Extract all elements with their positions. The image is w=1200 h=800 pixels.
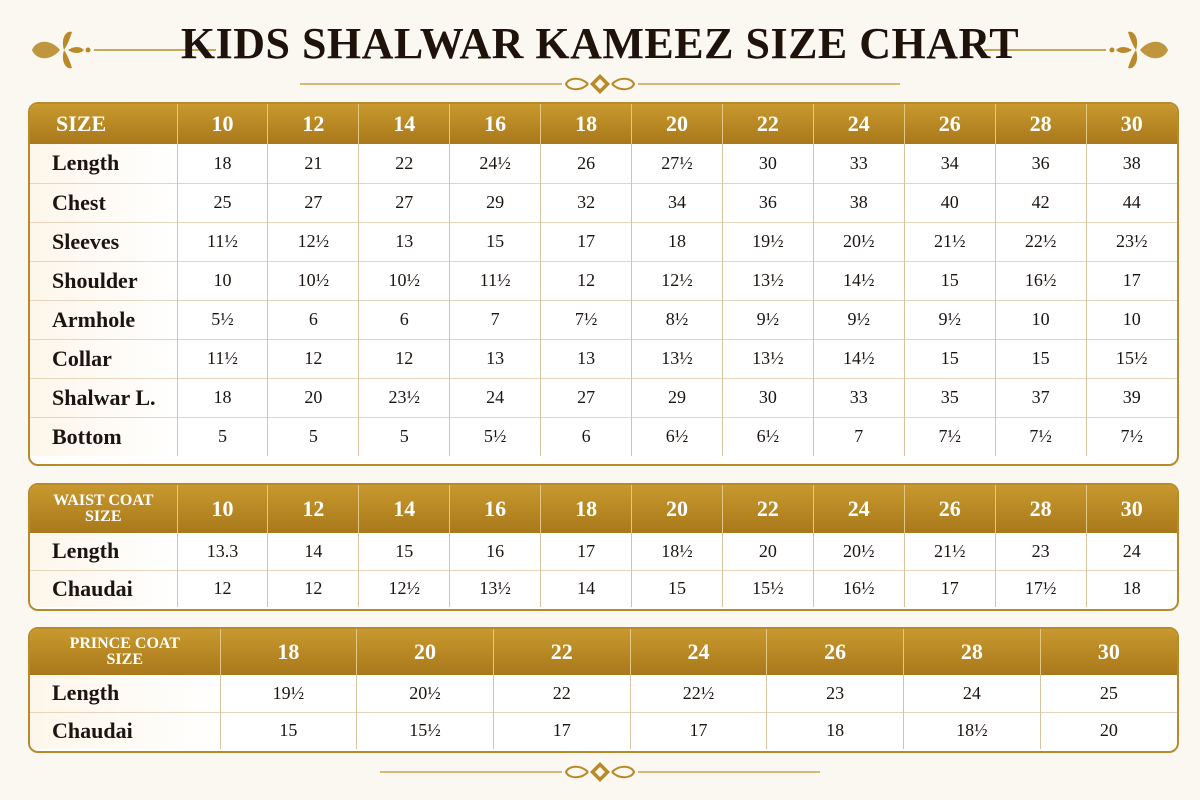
kameez-cell: 13½ (632, 339, 723, 378)
waist-coat-size-col: 14 (359, 485, 450, 533)
title-underline-ornament-icon (300, 72, 900, 96)
kameez-cell: 34 (904, 144, 995, 183)
waist-coat-size-col: 30 (1086, 485, 1177, 533)
waist-coat-cell: 17½ (995, 570, 1086, 607)
kameez-cell: 20 (268, 378, 359, 417)
prince-coat-size-table (28, 627, 1179, 753)
waist-coat-row-label: Chaudai (30, 570, 177, 607)
kameez-cell: 27 (541, 378, 632, 417)
kameez-cell: 15 (995, 339, 1086, 378)
kameez-cell: 36 (995, 144, 1086, 183)
waist-coat-cell: 16 (450, 533, 541, 570)
kameez-cell: 10 (1086, 300, 1177, 339)
kameez-cell: 15 (450, 222, 541, 261)
prince-coat-cell: 23 (767, 675, 904, 712)
title-row (0, 10, 1200, 90)
kameez-cell: 22 (359, 144, 450, 183)
waist-coat-cell: 12 (268, 570, 359, 607)
kameez-cell: 32 (541, 183, 632, 222)
kameez-cell: 6½ (722, 417, 813, 456)
prince-coat-size-col: 18 (220, 629, 357, 675)
prince-coat-cell: 22½ (630, 675, 767, 712)
waist-coat-size-col: 28 (995, 485, 1086, 533)
kameez-cell: 11½ (450, 261, 541, 300)
waist-coat-cell: 12½ (359, 570, 450, 607)
waist-coat-header-label (30, 485, 177, 533)
prince-coat-cell: 17 (493, 712, 630, 749)
kameez-cell: 6 (359, 300, 450, 339)
waist-coat-cell: 12 (177, 570, 268, 607)
waist-coat-cell: 15 (359, 533, 450, 570)
waist-coat-cell: 20 (722, 533, 813, 570)
kameez-size-col: 20 (632, 104, 723, 144)
kameez-cell: 16½ (995, 261, 1086, 300)
kameez-cell: 5 (177, 417, 268, 456)
kameez-row (30, 261, 1177, 300)
prince-coat-size-col: 30 (1040, 629, 1177, 675)
waist-coat-cell: 14 (541, 570, 632, 607)
kameez-cell: 13 (359, 222, 450, 261)
kameez-cell: 5 (268, 417, 359, 456)
kameez-cell: 12 (268, 339, 359, 378)
kameez-size-col: 16 (450, 104, 541, 144)
kameez-cell: 11½ (177, 339, 268, 378)
prince-coat-size-col: 26 (767, 629, 904, 675)
kameez-cell: 14½ (813, 339, 904, 378)
kameez-row (30, 378, 1177, 417)
prince-coat-header-line1: PRINCE COAT (69, 635, 180, 652)
kameez-cell: 15 (904, 261, 995, 300)
waist-coat-size-col: 20 (632, 485, 723, 533)
waist-coat-cell: 14 (268, 533, 359, 570)
kameez-cell: 30 (722, 144, 813, 183)
waist-coat-size-col: 18 (541, 485, 632, 533)
prince-coat-cell: 22 (493, 675, 630, 712)
prince-coat-header-line2: SIZE (106, 651, 143, 668)
kameez-cell: 42 (995, 183, 1086, 222)
kameez-cell: 7½ (1086, 417, 1177, 456)
kameez-cell: 17 (541, 222, 632, 261)
kameez-cell: 7½ (541, 300, 632, 339)
kameez-size-col: 12 (268, 104, 359, 144)
prince-coat-size-col: 22 (493, 629, 630, 675)
prince-coat-row-label: Length (30, 675, 220, 712)
kameez-cell: 27½ (632, 144, 723, 183)
prince-coat-size-col: 20 (357, 629, 494, 675)
kameez-cell: 7 (813, 417, 904, 456)
waist-coat-cell: 18 (1086, 570, 1177, 607)
waist-coat-row-label: Length (30, 533, 177, 570)
kameez-cell: 34 (632, 183, 723, 222)
kameez-cell: 9½ (904, 300, 995, 339)
prince-coat-header-label (30, 629, 220, 675)
kameez-cell: 23½ (1086, 222, 1177, 261)
kameez-cell: 9½ (722, 300, 813, 339)
kameez-cell: 9½ (813, 300, 904, 339)
kameez-size-col: 28 (995, 104, 1086, 144)
kameez-cell: 38 (1086, 144, 1177, 183)
waist-coat-size-col: 22 (722, 485, 813, 533)
waist-coat-cell: 24 (1086, 533, 1177, 570)
kameez-row-label: Length (30, 144, 177, 183)
kameez-cell: 25 (177, 183, 268, 222)
kameez-row (30, 183, 1177, 222)
kameez-row-label: Shoulder (30, 261, 177, 300)
waist-coat-size-col: 24 (813, 485, 904, 533)
kameez-cell: 21 (268, 144, 359, 183)
kameez-cell: 5 (359, 417, 450, 456)
kameez-cell: 12½ (268, 222, 359, 261)
waist-coat-size-col: 10 (177, 485, 268, 533)
kameez-cell: 24½ (450, 144, 541, 183)
waist-coat-size-col: 26 (904, 485, 995, 533)
kameez-cell: 10 (177, 261, 268, 300)
kameez-cell: 10 (995, 300, 1086, 339)
kameez-row (30, 222, 1177, 261)
kameez-row-label: Chest (30, 183, 177, 222)
kameez-cell: 27 (359, 183, 450, 222)
kameez-cell: 18 (177, 144, 268, 183)
kameez-cell: 15½ (1086, 339, 1177, 378)
kameez-cell: 36 (722, 183, 813, 222)
kameez-size-col: 22 (722, 104, 813, 144)
prince-coat-size-col: 24 (630, 629, 767, 675)
waist-coat-cell: 23 (995, 533, 1086, 570)
waist-coat-cell: 15½ (722, 570, 813, 607)
kameez-cell: 5½ (450, 417, 541, 456)
kameez-cell: 13 (541, 339, 632, 378)
waist-coat-row (30, 533, 1177, 570)
kameez-cell: 11½ (177, 222, 268, 261)
kameez-cell: 44 (1086, 183, 1177, 222)
kameez-cell: 13½ (722, 261, 813, 300)
kameez-cell: 23½ (359, 378, 450, 417)
kameez-cell: 24 (450, 378, 541, 417)
kameez-cell: 12 (541, 261, 632, 300)
kameez-row-label: Bottom (30, 417, 177, 456)
kameez-row (30, 300, 1177, 339)
kameez-cell: 14½ (813, 261, 904, 300)
waist-coat-size-col: 16 (450, 485, 541, 533)
kameez-row (30, 417, 1177, 456)
waist-coat-cell: 17 (904, 570, 995, 607)
kameez-cell: 13 (450, 339, 541, 378)
kameez-cell: 13½ (722, 339, 813, 378)
kameez-cell: 20½ (813, 222, 904, 261)
kameez-size-col: 24 (813, 104, 904, 144)
waist-coat-cell: 18½ (632, 533, 723, 570)
waist-coat-cell: 13½ (450, 570, 541, 607)
kameez-cell: 37 (995, 378, 1086, 417)
kameez-cell: 8½ (632, 300, 723, 339)
kameez-cell: 6 (268, 300, 359, 339)
kameez-cell: 10½ (359, 261, 450, 300)
kameez-size-col: 30 (1086, 104, 1177, 144)
waist-coat-cell: 17 (541, 533, 632, 570)
kameez-cell: 7½ (904, 417, 995, 456)
kameez-row-label: Armhole (30, 300, 177, 339)
prince-coat-size-col: 28 (904, 629, 1041, 675)
waist-coat-cell: 21½ (904, 533, 995, 570)
kameez-row-label: Collar (30, 339, 177, 378)
kameez-row (30, 144, 1177, 183)
kameez-cell: 40 (904, 183, 995, 222)
kameez-row (30, 339, 1177, 378)
waist-coat-cell: 16½ (813, 570, 904, 607)
kameez-cell: 29 (632, 378, 723, 417)
kameez-size-col: 18 (541, 104, 632, 144)
kameez-cell: 26 (541, 144, 632, 183)
kameez-cell: 30 (722, 378, 813, 417)
kameez-cell: 19½ (722, 222, 813, 261)
kameez-cell: 22½ (995, 222, 1086, 261)
kameez-cell: 6½ (632, 417, 723, 456)
kameez-cell: 7½ (995, 417, 1086, 456)
kameez-cell: 10½ (268, 261, 359, 300)
kameez-cell: 6 (541, 417, 632, 456)
prince-coat-cell: 18½ (904, 712, 1041, 749)
prince-coat-cell: 19½ (220, 675, 357, 712)
waist-coat-cell: 20½ (813, 533, 904, 570)
kameez-cell: 27 (268, 183, 359, 222)
kameez-cell: 21½ (904, 222, 995, 261)
prince-coat-row (30, 712, 1177, 749)
kameez-cell: 39 (1086, 378, 1177, 417)
waist-coat-header-line2: SIZE (85, 508, 122, 525)
prince-coat-cell: 15½ (357, 712, 494, 749)
kameez-header-label: SIZE (30, 104, 177, 144)
kameez-cell: 15 (904, 339, 995, 378)
waist-coat-size-table (28, 483, 1179, 611)
kameez-cell: 29 (450, 183, 541, 222)
kameez-cell: 18 (632, 222, 723, 261)
prince-coat-cell: 24 (904, 675, 1041, 712)
prince-coat-cell: 17 (630, 712, 767, 749)
waist-coat-cell: 13.3 (177, 533, 268, 570)
kameez-cell: 33 (813, 378, 904, 417)
prince-coat-cell: 15 (220, 712, 357, 749)
waist-coat-header-line1: WAIST COAT (53, 492, 154, 509)
kameez-cell: 18 (177, 378, 268, 417)
kameez-row-label: Sleeves (30, 222, 177, 261)
prince-coat-cell: 18 (767, 712, 904, 749)
page-title: KIDS SHALWAR KAMEEZ SIZE CHART (180, 19, 1020, 68)
waist-coat-cell: 15 (632, 570, 723, 607)
waist-coat-row (30, 570, 1177, 607)
kameez-size-table (28, 102, 1179, 466)
prince-coat-row (30, 675, 1177, 712)
kameez-size-col: 14 (359, 104, 450, 144)
kameez-cell: 7 (450, 300, 541, 339)
kameez-cell: 35 (904, 378, 995, 417)
kameez-size-col: 10 (177, 104, 268, 144)
prince-coat-cell: 20½ (357, 675, 494, 712)
prince-coat-row-label: Chaudai (30, 712, 220, 749)
waist-coat-size-col: 12 (268, 485, 359, 533)
kameez-row-label: Shalwar L. (30, 378, 177, 417)
kameez-cell: 5½ (177, 300, 268, 339)
prince-coat-cell: 20 (1040, 712, 1177, 749)
prince-coat-cell: 25 (1040, 675, 1177, 712)
kameez-cell: 38 (813, 183, 904, 222)
kameez-cell: 12½ (632, 261, 723, 300)
kameez-size-col: 26 (904, 104, 995, 144)
bottom-ornament-icon (380, 760, 820, 784)
kameez-cell: 33 (813, 144, 904, 183)
kameez-cell: 12 (359, 339, 450, 378)
kameez-cell: 17 (1086, 261, 1177, 300)
